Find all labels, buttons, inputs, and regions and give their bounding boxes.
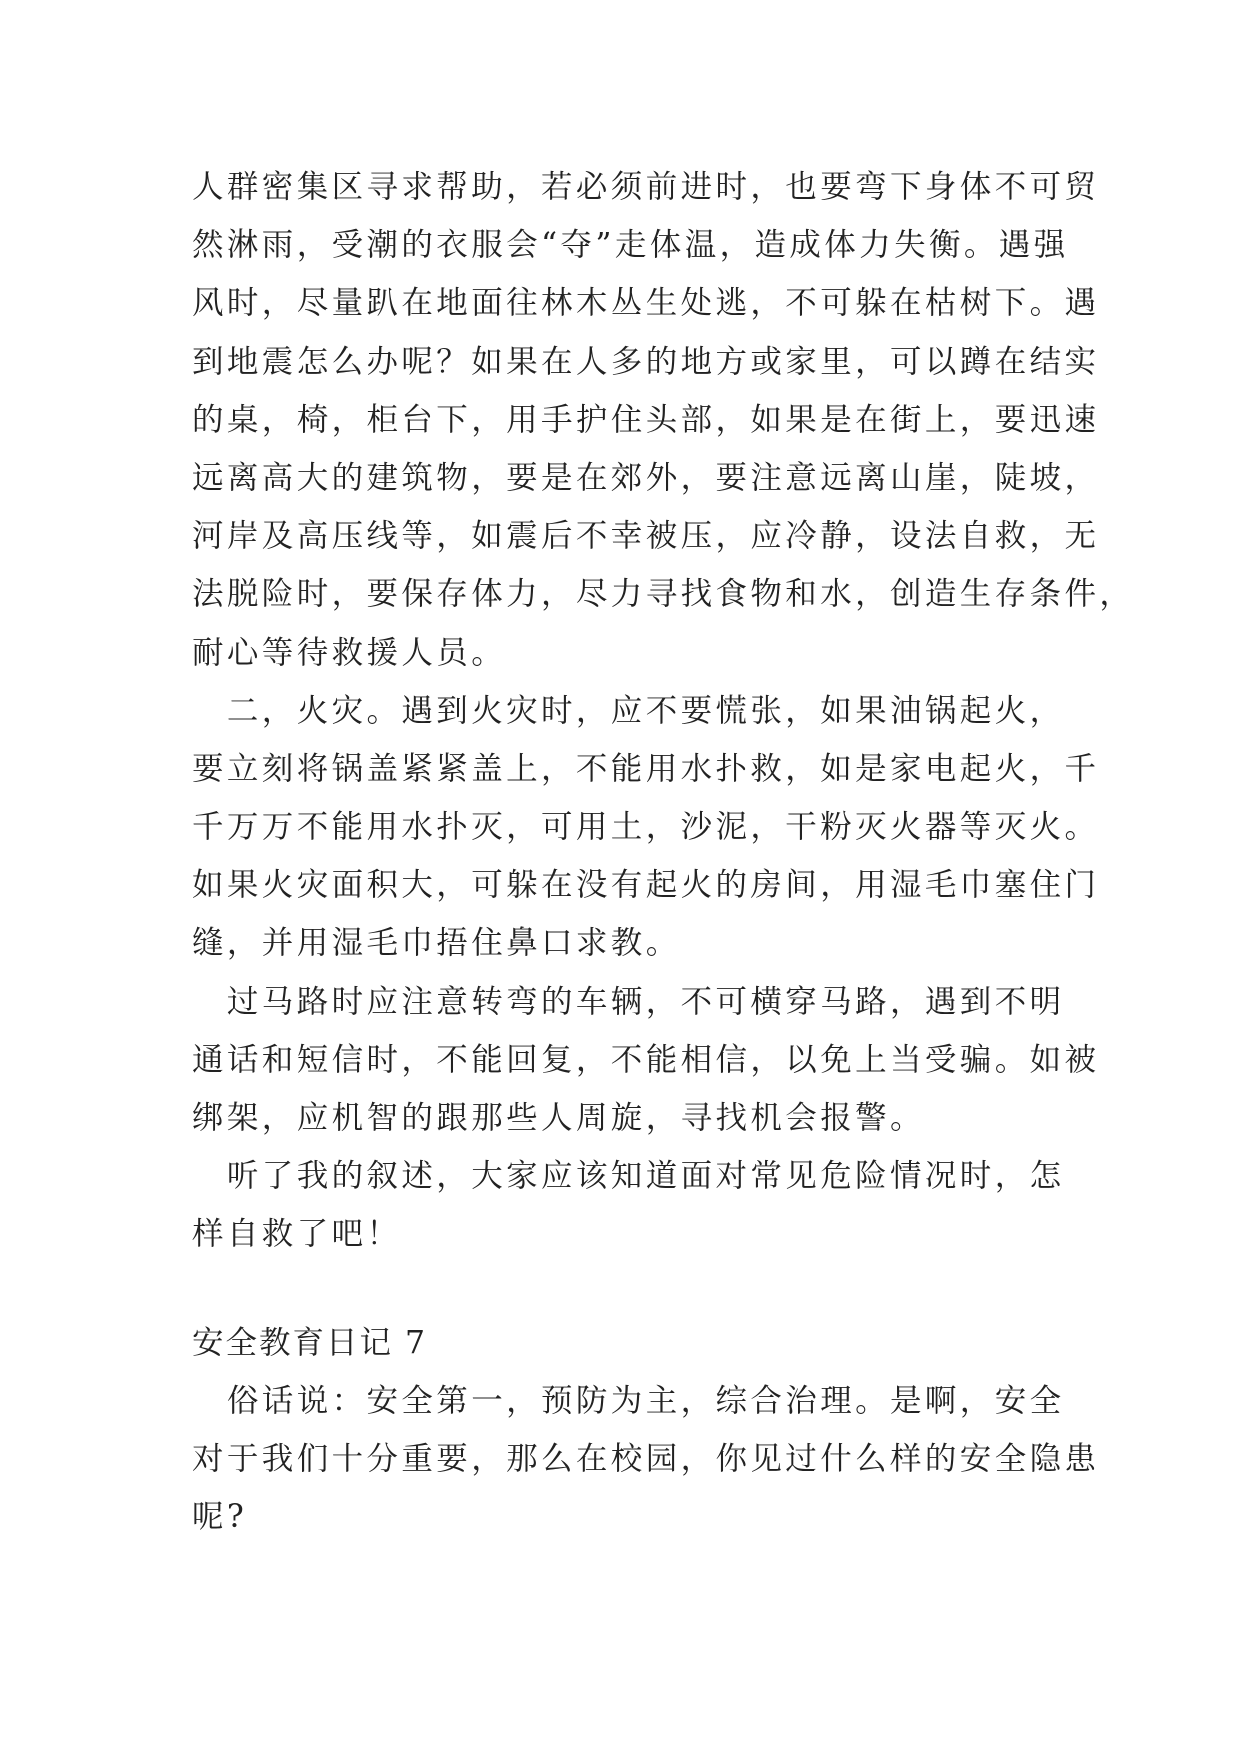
section-title: 安全教育日记 7 xyxy=(192,1324,428,1361)
text-line: 风时，尽量趴在地面往林木丛生处逃，不可躲在枯树下。遇 xyxy=(192,285,1100,322)
text-line: 千万万不能用水扑灭，可用土，沙泥，干粉灭火器等灭火。 xyxy=(192,809,1100,846)
paragraph-earthquake xyxy=(192,158,1135,682)
document-body xyxy=(192,158,1135,1546)
text-line: 二，火灾。遇到火灾时，应不要慌张，如果油锅起火， xyxy=(192,692,1065,729)
text-line: 过马路时应注意转弯的车辆，不可横穿马路，遇到不明 xyxy=(192,983,1065,1020)
text-line: 俗话说：安全第一，预防为主，综合治理。是啊，安全 xyxy=(192,1382,1065,1419)
text-line: 绑架，应机智的跟那些人周旋，寻找机会报警。 xyxy=(192,1100,925,1136)
text-line: 听了我的叙述，大家应该知道面对常见危险情况时，怎 xyxy=(192,1158,1065,1195)
text-line: 对于我们十分重要，那么在校园，你见过什么样的安全隐患 xyxy=(192,1440,1100,1477)
text-line: 缝，并用湿毛巾捂住鼻口求教。 xyxy=(192,925,681,962)
text-line: 远离高大的建筑物，要是在郊外，要注意远离山崖，陡坡， xyxy=(192,459,1100,496)
paragraph-fire xyxy=(192,682,1100,973)
text-line: 然淋雨，受潮的衣服会“夺”走体温，造成体力失衡。遇强 xyxy=(192,227,1069,264)
text-line: 法脱险时，要保存体力，尽力寻找食物和水，创造生存条件， xyxy=(192,576,1135,613)
paragraph-traffic xyxy=(192,973,1100,1148)
text-line: 呢? xyxy=(192,1499,248,1536)
paragraph-conclusion xyxy=(192,1147,1072,1263)
text-line: 的桌，椅，柜台下，用手护住头部，如果是在街上，要迅速 xyxy=(192,401,1100,438)
text-line: 要立刻将锅盖紧紧盖上，不能用水扑救，如是家电起火，千 xyxy=(192,750,1100,787)
paragraph-proverb xyxy=(192,1372,1100,1547)
text-line: 如果火灾面积大，可躲在没有起火的房间，用湿毛巾塞住门 xyxy=(192,867,1100,904)
text-line: 通话和短信时，不能回复，不能相信，以免上当受骗。如被 xyxy=(192,1041,1100,1078)
section-spacer xyxy=(192,1264,1072,1314)
text-line: 人群密集区寻求帮助，若必须前进时，也要弯下身体不可贸 xyxy=(192,169,1100,205)
text-line: 耐心等待救援人员。 xyxy=(192,634,507,671)
text-line: 样自救了吧！ xyxy=(192,1216,402,1253)
text-line: 到地震怎么办呢？如果在人多的地方或家里，可以蹲在结实 xyxy=(192,343,1100,380)
text-line: 河岸及高压线等，如震后不幸被压，应冷静，设法自救，无 xyxy=(192,518,1100,555)
